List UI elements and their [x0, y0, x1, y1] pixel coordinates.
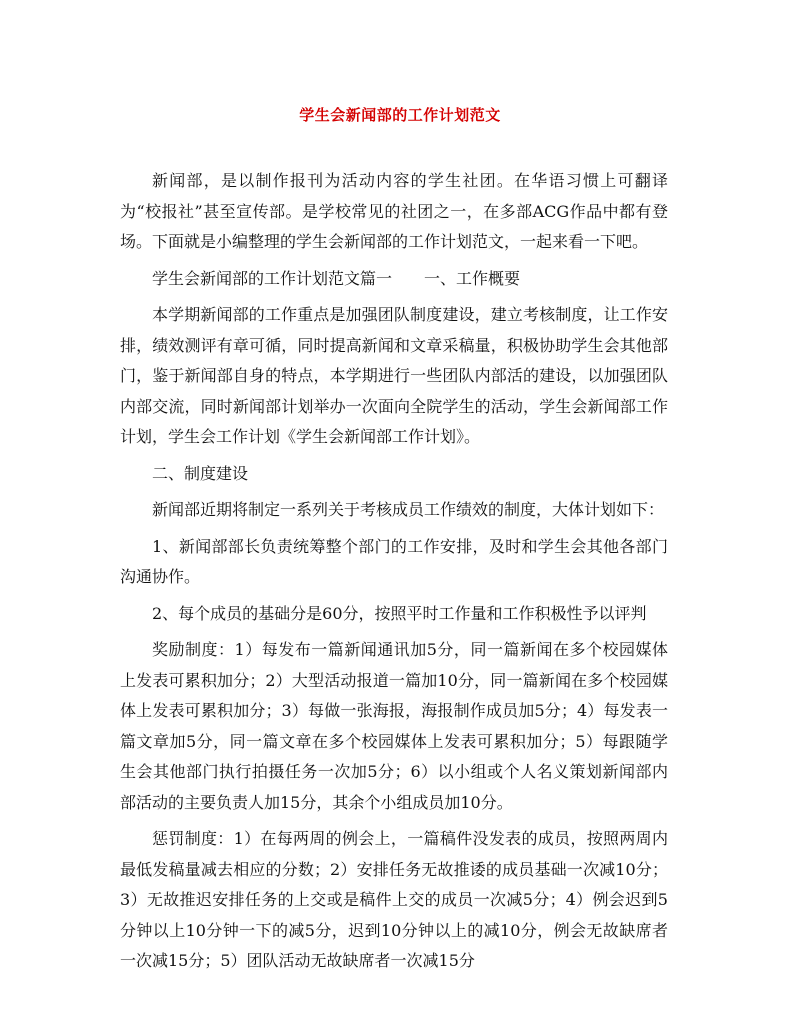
section-heading-system: 二、制度建设 [152, 463, 249, 483]
document-body [120, 166, 668, 977]
penalty-paragraph: 惩罚制度：1）在每两周的例会上，一篇稿件没发表的成员，按照两周内最低发稿量减去相应的分数；2）安排任务无故推诿的成员基础一次减10分；3）无故推迟安排任务的上交或是稿件上交的成员一次减5分；4）例会迟到5分钟以上10分钟一下的减5分，迟到10分钟以上的减10分，例会无故缺席者一次减15分；5）团队活动无故缺席者一次减15分 [120, 829, 668, 970]
intro-paragraph: 新闻部，是以制作报刊为活动内容的学生社团。在华语习惯上可翻译为“校报社”甚至宣传部。是学校常见的社团之一，在多部ACG作品中都有登场。下面就是小编整理的学生会新闻部的工作计划范文，一起来看一下吧。 [120, 171, 668, 251]
section-heading-overview: 学生会新闻部的工作计划范文篇一 一、工作概要 [152, 268, 521, 288]
system-intro-paragraph: 新闻部近期将制定一系列关于考核成员工作绩效的制度，大体计划如下： [152, 500, 665, 519]
overview-paragraph: 本学期新闻部的工作重点是加强团队制度建设，建立考核制度，让工作安排，绩效测评有章可循，同时提高新闻和文章采稿量，积极协助学生会其他部门，鉴于新闻部自身的特点，本学期进行一些团队内部活的建设，以加强团队内部交流，同时新闻部计划举办一次面向全院学生的活动，学生会新闻部工作计划，学生会工作计划《学生会新闻部工作计划》。 [120, 305, 668, 446]
reward-paragraph: 奖励制度：1）每发布一篇新闻通讯加5分，同一篇新闻在多个校园媒体上发表可累积加分；2）大型活动报道一篇加10分，同一篇新闻在多个校园媒体上发表可累积加分；3）每做一张海报，海报制作成员加5分；4）每发表一篇文章加5分，同一篇文章在多个校园媒体上发表可累积加分；5）每跟随学生会其他部门执行拍摄任务一次加5分；6）以小组或个人名义策划新闻部内部活动的主要负责人加15分，其余个小组成员加10分。 [120, 640, 668, 812]
document-title: 学生会新闻部的工作计划范文 [299, 106, 501, 124]
rule-1-paragraph: 1、新闻部部长负责统筹整个部门的工作安排，及时和学生会其他各部门沟通协作。 [120, 536, 668, 586]
rule-2-paragraph: 2、每个成员的基础分是60分，按照平时工作量和工作积极性予以评判 [152, 603, 647, 623]
